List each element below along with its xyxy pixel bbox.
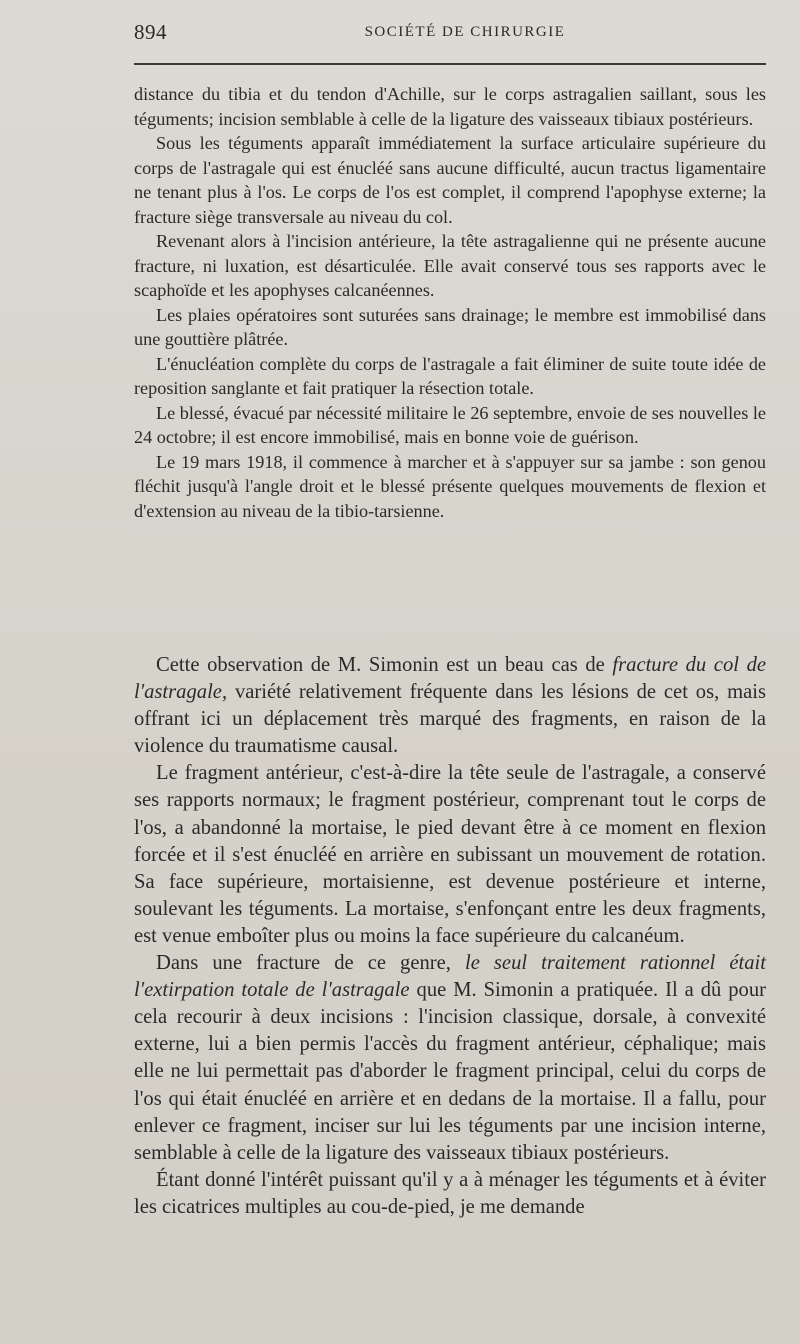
commentary-text-run: que M. Simonin a pratiquée. Il a dû pour cela recourir à deux incisions : l'incision classique, dorsale, à convexité externe, lui a bien permis l'accès du fragment antérieur, céphalique; mais elle ne lui permettait pas d'aborder le fragment principal, celui du corps de l'os qui était énucléé en arrière et en dedans de la mortaise. Il a fallu, pour enlever ce fragment, inciser sur lui les téguments par une incision interne, semblable à celle de la ligature des vaisseaux tibiaux postérieurs. bbox=[134, 979, 766, 1164]
commentary-text bbox=[134, 652, 766, 1221]
page-header bbox=[134, 18, 766, 48]
observation-paragraph: Revenant alors à l'incision antérieure, la tête astragalienne qui ne présente aucune fracture, ni luxation, est désarticulée. Elle avait conservé tous ses rapports avec le scaphoïde et les apophyses calcanéennes. bbox=[134, 231, 766, 300]
observation-text bbox=[134, 82, 766, 523]
observation-paragraph: Le 19 mars 1918, il commence à marcher et à s'appuyer sur sa jambe : son genou fléchit jusqu'à l'angle droit et le blessé présente quelques mouvements de flexion et d'extension au niveau de la tibio-tarsienne. bbox=[134, 451, 766, 521]
commentary-paragraph bbox=[134, 950, 766, 1167]
commentary-text-run: Dans une fracture de ce genre, bbox=[156, 952, 465, 975]
commentary-text-run: , variété relativement fréquente dans les lésions de cet os, mais offrant ici un déplacement très marqué des fragments, en raison de la violence du traumatisme causal. bbox=[134, 681, 766, 758]
observation-paragraph: L'énucléation complète du corps de l'astragale a fait éliminer de suite toute idée de reposition sanglante et fait pratiquer la résection totale. bbox=[134, 353, 766, 398]
commentary-paragraph bbox=[134, 652, 766, 760]
observation-paragraph: Sous les téguments apparaît immédiatement la surface articulaire supérieure du corps de l'astragale qui est énucléé sans aucune difficulté, aucun tractus ligamentaire ne tenant plus à l'os. Le corps de l'os est complet, il comprend l'apophyse externe; la fracture siège transversale au niveau du col. bbox=[134, 133, 766, 227]
observation-paragraph: Les plaies opératoires sont suturées sans drainage; le membre est immobilisé dans une gouttière plâtrée. bbox=[134, 304, 766, 349]
commentary-italic-run: fracture du col de l'astragale bbox=[134, 654, 767, 704]
commentary-text-run: Cette observation de M. Simonin est un beau cas de bbox=[156, 654, 613, 676]
running-title: SOCIÉTÉ DE CHIRURGIE bbox=[364, 24, 566, 40]
page-number: 894 bbox=[134, 20, 167, 44]
commentary-paragraph: Étant donné l'intérêt puissant qu'il y a à ménager les téguments et à éviter les cicatrices multiples au cou-de-pied, je me demande bbox=[134, 1168, 766, 1218]
commentary-paragraph: Le fragment antérieur, c'est-à-dire la tête seule de l'astragale, a conservé ses rapports normaux; le fragment postérieur, comprenant tout le corps de l'os, a abandonné la mortaise, le pied devant être à ce moment en flexion forcée et il s'est énucléé en arrière en subissant un mouvement de rotation. Sa face supérieure, mortaisienne, est devenue postérieure et interne, soulevant les téguments. La mortaise, s'enfonçant entre les deux fragments, est venue emboîter plus ou moins la face supérieure du calcanéum. bbox=[134, 762, 766, 947]
commentary-italic-run: le seul traitement rationnel était l'extirpation totale de l'astragale bbox=[134, 952, 767, 1002]
observation-paragraph: Le blessé, évacué par nécessité militaire le 26 septembre, envoie de ses nouvelles le 24 octobre; il est encore immobilisé, mais en bonne voie de guérison. bbox=[134, 402, 766, 447]
header-rule bbox=[134, 63, 766, 65]
observation-paragraph: distance du tibia et du tendon d'Achille, sur le corps astragalien saillant, sous les téguments; incision semblable à celle de la ligature des vaisseaux tibiaux postérieurs. bbox=[134, 84, 766, 129]
